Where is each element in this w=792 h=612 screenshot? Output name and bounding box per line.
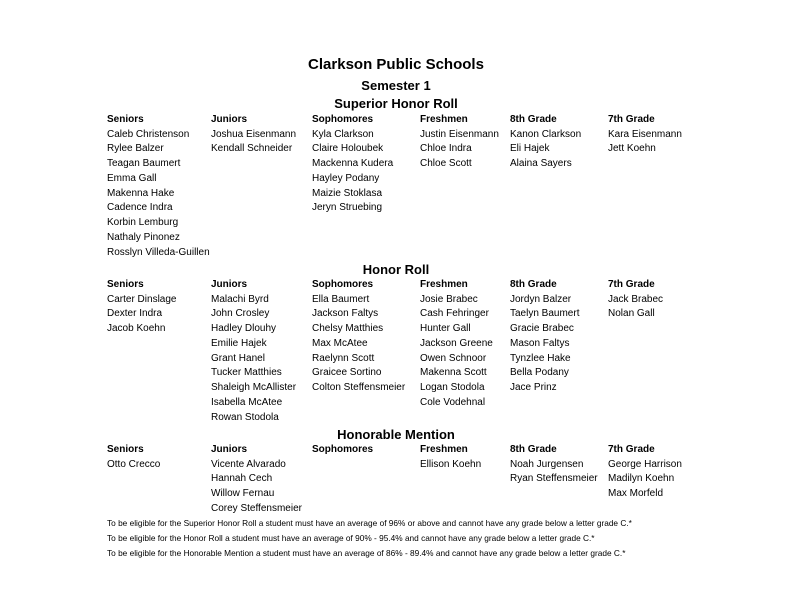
student-name: Eli Hajek	[510, 143, 550, 155]
student-name: Hunter Gall	[420, 323, 471, 335]
student-name: Grant Hanel	[211, 352, 265, 364]
student-name: Shaleigh McAllister	[211, 382, 297, 394]
student-name: Ryan Steffensmeier	[510, 473, 598, 485]
student-name: Jackson Faltys	[312, 308, 379, 320]
grade-column-juniors	[211, 278, 296, 425]
grade-column-seniors	[107, 443, 160, 472]
student-name: Justin Eisenmann	[420, 128, 499, 140]
student-list	[608, 293, 663, 323]
student-name: George Harrison	[608, 458, 682, 470]
student-name: Hayley Podany	[312, 172, 380, 184]
grade-column-8th-grade	[510, 278, 579, 396]
column-heading: Freshmen	[420, 114, 468, 125]
student-name: Hadley Dlouhy	[211, 323, 277, 335]
student-name: Tynzlee Hake	[510, 352, 571, 364]
student-name: Taelyn Baumert	[510, 308, 580, 320]
student-name: Noah Jurgensen	[510, 458, 584, 470]
school-title: Clarkson Public Schools	[308, 56, 484, 73]
student-name: Mason Faltys	[510, 337, 570, 349]
student-name: Chelsy Matthies	[312, 323, 384, 335]
student-name: Emilie Hajek	[211, 337, 267, 349]
student-list	[312, 128, 393, 217]
student-name: Mackenna Kudera	[312, 158, 394, 170]
student-name: Bella Podany	[510, 367, 569, 379]
student-list	[107, 293, 176, 337]
student-name: Isabella McAtee	[211, 396, 283, 408]
student-name: Jace Prinz	[510, 382, 557, 394]
student-name: Otto Crecco	[107, 458, 161, 470]
column-heading: 8th Grade	[510, 114, 557, 125]
student-name: Raelynn Scott	[312, 352, 375, 364]
student-name: Jett Koehn	[608, 143, 656, 155]
student-list	[107, 458, 160, 473]
student-name: Korbin Lemburg	[107, 217, 179, 229]
student-name: Makenna Hake	[107, 187, 175, 199]
student-name: Joshua Eisenmann	[211, 128, 297, 140]
column-heading: 8th Grade	[510, 444, 557, 455]
grade-column-sophomores	[312, 443, 373, 458]
column-heading: Freshmen	[420, 444, 468, 455]
student-name: Dexter Indra	[107, 308, 163, 320]
student-list	[211, 128, 296, 158]
student-list	[608, 128, 682, 158]
grade-column-8th-grade	[510, 113, 581, 172]
semester-title: Semester 1	[361, 78, 431, 93]
column-heading: 8th Grade	[510, 279, 557, 290]
student-name: Ellison Koehn	[420, 458, 482, 470]
grade-column-7th-grade	[608, 113, 682, 157]
grade-column-seniors	[107, 278, 176, 337]
student-name: Cash Fehringer	[420, 308, 489, 320]
student-name: Colton Steffensmeier	[312, 382, 406, 394]
student-list	[608, 458, 682, 502]
grade-column-freshmen	[420, 278, 493, 411]
student-name: Malachi Byrd	[211, 293, 269, 305]
student-name: Willow Fernau	[211, 488, 275, 500]
grade-column-juniors	[211, 113, 296, 157]
student-list	[510, 128, 581, 172]
superior-honor-roll-title: Superior Honor Roll	[334, 96, 458, 111]
grade-column-freshmen	[420, 443, 481, 472]
grade-column-freshmen	[420, 113, 499, 172]
student-name: Jack Brabec	[608, 293, 664, 305]
eligibility-notes	[107, 516, 632, 560]
student-name: Rowan Stodola	[211, 411, 279, 423]
student-name: Kyla Clarkson	[312, 128, 374, 140]
student-name: Nolan Gall	[608, 308, 655, 320]
honor-roll-title: Honor Roll	[362, 262, 430, 277]
grade-column-8th-grade	[510, 443, 598, 487]
column-heading: Juniors	[211, 114, 248, 125]
student-name: Gracie Brabec	[510, 323, 574, 335]
column-heading: Sophomores	[312, 114, 374, 125]
student-name: Josie Brabec	[420, 293, 478, 305]
student-name: Caleb Christenson	[107, 128, 190, 140]
superior-honor-roll-note: To be eligible for the Superior Honor Roll a student must have an average of 96% or above and cannot have any grade below a letter grade C.*	[107, 518, 632, 528]
grade-column-7th-grade	[608, 443, 682, 502]
column-heading: 7th Grade	[608, 279, 655, 290]
student-name: Chloe Indra	[420, 143, 472, 155]
student-name: Rylee Balzer	[107, 143, 164, 155]
student-list	[420, 458, 481, 473]
column-heading: 7th Grade	[608, 114, 655, 125]
honor-roll-note: To be eligible for the Honor Roll a student must have an average of 90% - 95.4% and cannot have any grade below a letter grade C.*	[107, 532, 595, 543]
column-heading: Juniors	[211, 279, 248, 290]
student-list	[510, 293, 579, 396]
student-name: Cadence Indra	[107, 202, 173, 214]
student-name: Alaina Sayers	[510, 158, 572, 170]
student-name: Vicente Alvarado	[211, 458, 286, 470]
student-name: Teagan Baumert	[107, 158, 181, 170]
student-list	[312, 293, 405, 396]
honorable-mention-title: Honorable Mention	[337, 427, 455, 442]
student-name: Jeryn Struebing	[312, 202, 383, 214]
student-name: Madilyn Koehn	[608, 473, 675, 485]
student-name: Kara Eisenmann	[608, 128, 682, 140]
student-name: John Crosley	[211, 308, 270, 320]
grade-column-juniors	[211, 443, 302, 517]
column-heading: Juniors	[211, 444, 248, 455]
column-heading: 7th Grade	[608, 444, 655, 455]
honorable-mention-note: To be eligible for the Honorable Mention a student must have an average of 86% - 89.4% and cannot have any grade below a letter grade C.*	[107, 547, 626, 558]
student-name: Kanon Clarkson	[510, 128, 582, 140]
column-heading: Freshmen	[420, 279, 468, 290]
student-name: Jacob Koehn	[107, 323, 166, 335]
student-name: Emma Gall	[107, 172, 157, 184]
student-list	[510, 458, 598, 488]
column-heading: Sophomores	[312, 444, 374, 455]
student-list	[107, 128, 210, 261]
student-name: Hannah Cech	[211, 473, 273, 485]
student-name: Nathaly Pinonez	[107, 231, 180, 243]
student-name: Carter Dinslage	[107, 293, 177, 305]
student-list	[420, 128, 499, 172]
student-name: Owen Schnoor	[420, 352, 487, 364]
student-name: Max Morfeld	[608, 488, 664, 500]
column-heading: Sophomores	[312, 279, 374, 290]
student-name: Max McAtee	[312, 337, 368, 349]
student-name: Corey Steffensmeier	[211, 502, 302, 514]
student-name: Claire Holoubek	[312, 143, 384, 155]
student-name: Tucker Matthies	[211, 367, 282, 379]
student-name: Graicee Sortino	[312, 367, 382, 379]
student-name: Rosslyn Villeda-Guillen	[107, 246, 210, 258]
student-name: Maizie Stoklasa	[312, 187, 383, 199]
grade-column-7th-grade	[608, 278, 663, 322]
student-name: Makenna Scott	[420, 367, 487, 379]
column-heading: Seniors	[107, 114, 144, 125]
grade-column-sophomores	[312, 113, 393, 216]
student-name: Cole Vodehnal	[420, 396, 486, 408]
student-name: Jordyn Balzer	[510, 293, 572, 305]
grade-column-sophomores	[312, 278, 405, 396]
student-list	[420, 293, 493, 411]
student-list	[211, 293, 296, 426]
student-name: Kendall Schneider	[211, 143, 293, 155]
student-name: Logan Stodola	[420, 382, 485, 394]
column-heading: Seniors	[107, 444, 144, 455]
student-name: Jackson Greene	[420, 337, 493, 349]
student-name: Ella Baumert	[312, 293, 370, 305]
grade-column-seniors	[107, 113, 210, 260]
column-heading: Seniors	[107, 279, 144, 290]
student-list	[211, 458, 302, 517]
student-name: Chloe Scott	[420, 158, 472, 170]
